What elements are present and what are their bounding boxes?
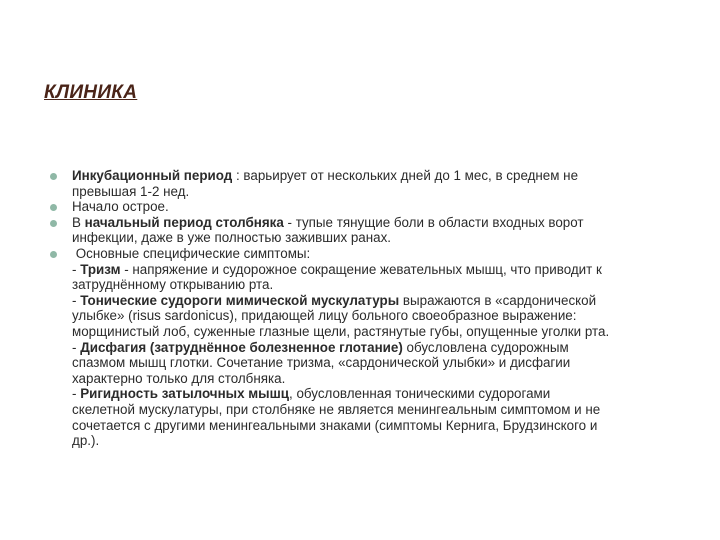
- list-item: [50, 215, 686, 246]
- bullet-icon: [50, 251, 57, 258]
- text-line: - Дисфагия (затруднённое болезненное глотание) обусловлена судорожным: [72, 339, 569, 355]
- list-item: [50, 199, 686, 215]
- text-line: спазмом мышц глотки. Сочетание тризма, «сардонической улыбки» и дисфагии: [72, 355, 571, 371]
- bullet-icon: [50, 173, 57, 180]
- text-line: др.).: [72, 433, 100, 449]
- text-line: морщинистый лоб, суженные глазные щели, растянутые губы, опущенные уголки рта.: [72, 323, 610, 339]
- text-line: Основные специфические симптомы:: [72, 245, 311, 261]
- list-item: [50, 246, 686, 449]
- text-line: Инкубационный период : варьирует от нескольких дней до 1 мес, в среднем не: [72, 168, 579, 183]
- text-line: Начало острое.: [72, 199, 169, 215]
- bullet-icon: [50, 220, 57, 227]
- bullet-icon: [50, 204, 57, 211]
- text-line: затруднённому открыванию рта.: [72, 277, 274, 293]
- text-line: В начальный период столбняка - тупые тянущие боли в области входных ворот: [72, 214, 584, 230]
- text-line: сочетается с другими менингеальными знаками (симптомы Кернига, Брудзинского и: [72, 417, 598, 433]
- slide-title: КЛИНИКА: [44, 82, 138, 103]
- text-line: характерно только для столбняка.: [72, 370, 286, 386]
- list-item: [50, 168, 686, 199]
- text-line: инфекции, даже в уже полностью заживших ранах.: [72, 230, 392, 246]
- text-line: - Ригидность затылочных мышц, обусловленная тоническими судорогами: [72, 386, 551, 402]
- text-line: скелетной мускулатуры, при столбняке не является менингеальным симптомом и не: [72, 401, 601, 417]
- text-line: - Тризм - напряжение и судорожное сокращение жевательных мышц, что приводит к: [72, 261, 602, 277]
- bullet-list: [50, 168, 686, 449]
- text-line: превышая 1-2 нед.: [72, 183, 190, 199]
- text-line: улыбке» (risus sardonicus), придающей лицу больного своеобразное выражение:: [72, 308, 577, 324]
- text-line: - Тонические судороги мимической мускулатуры выражаются в «сардонической: [72, 292, 597, 308]
